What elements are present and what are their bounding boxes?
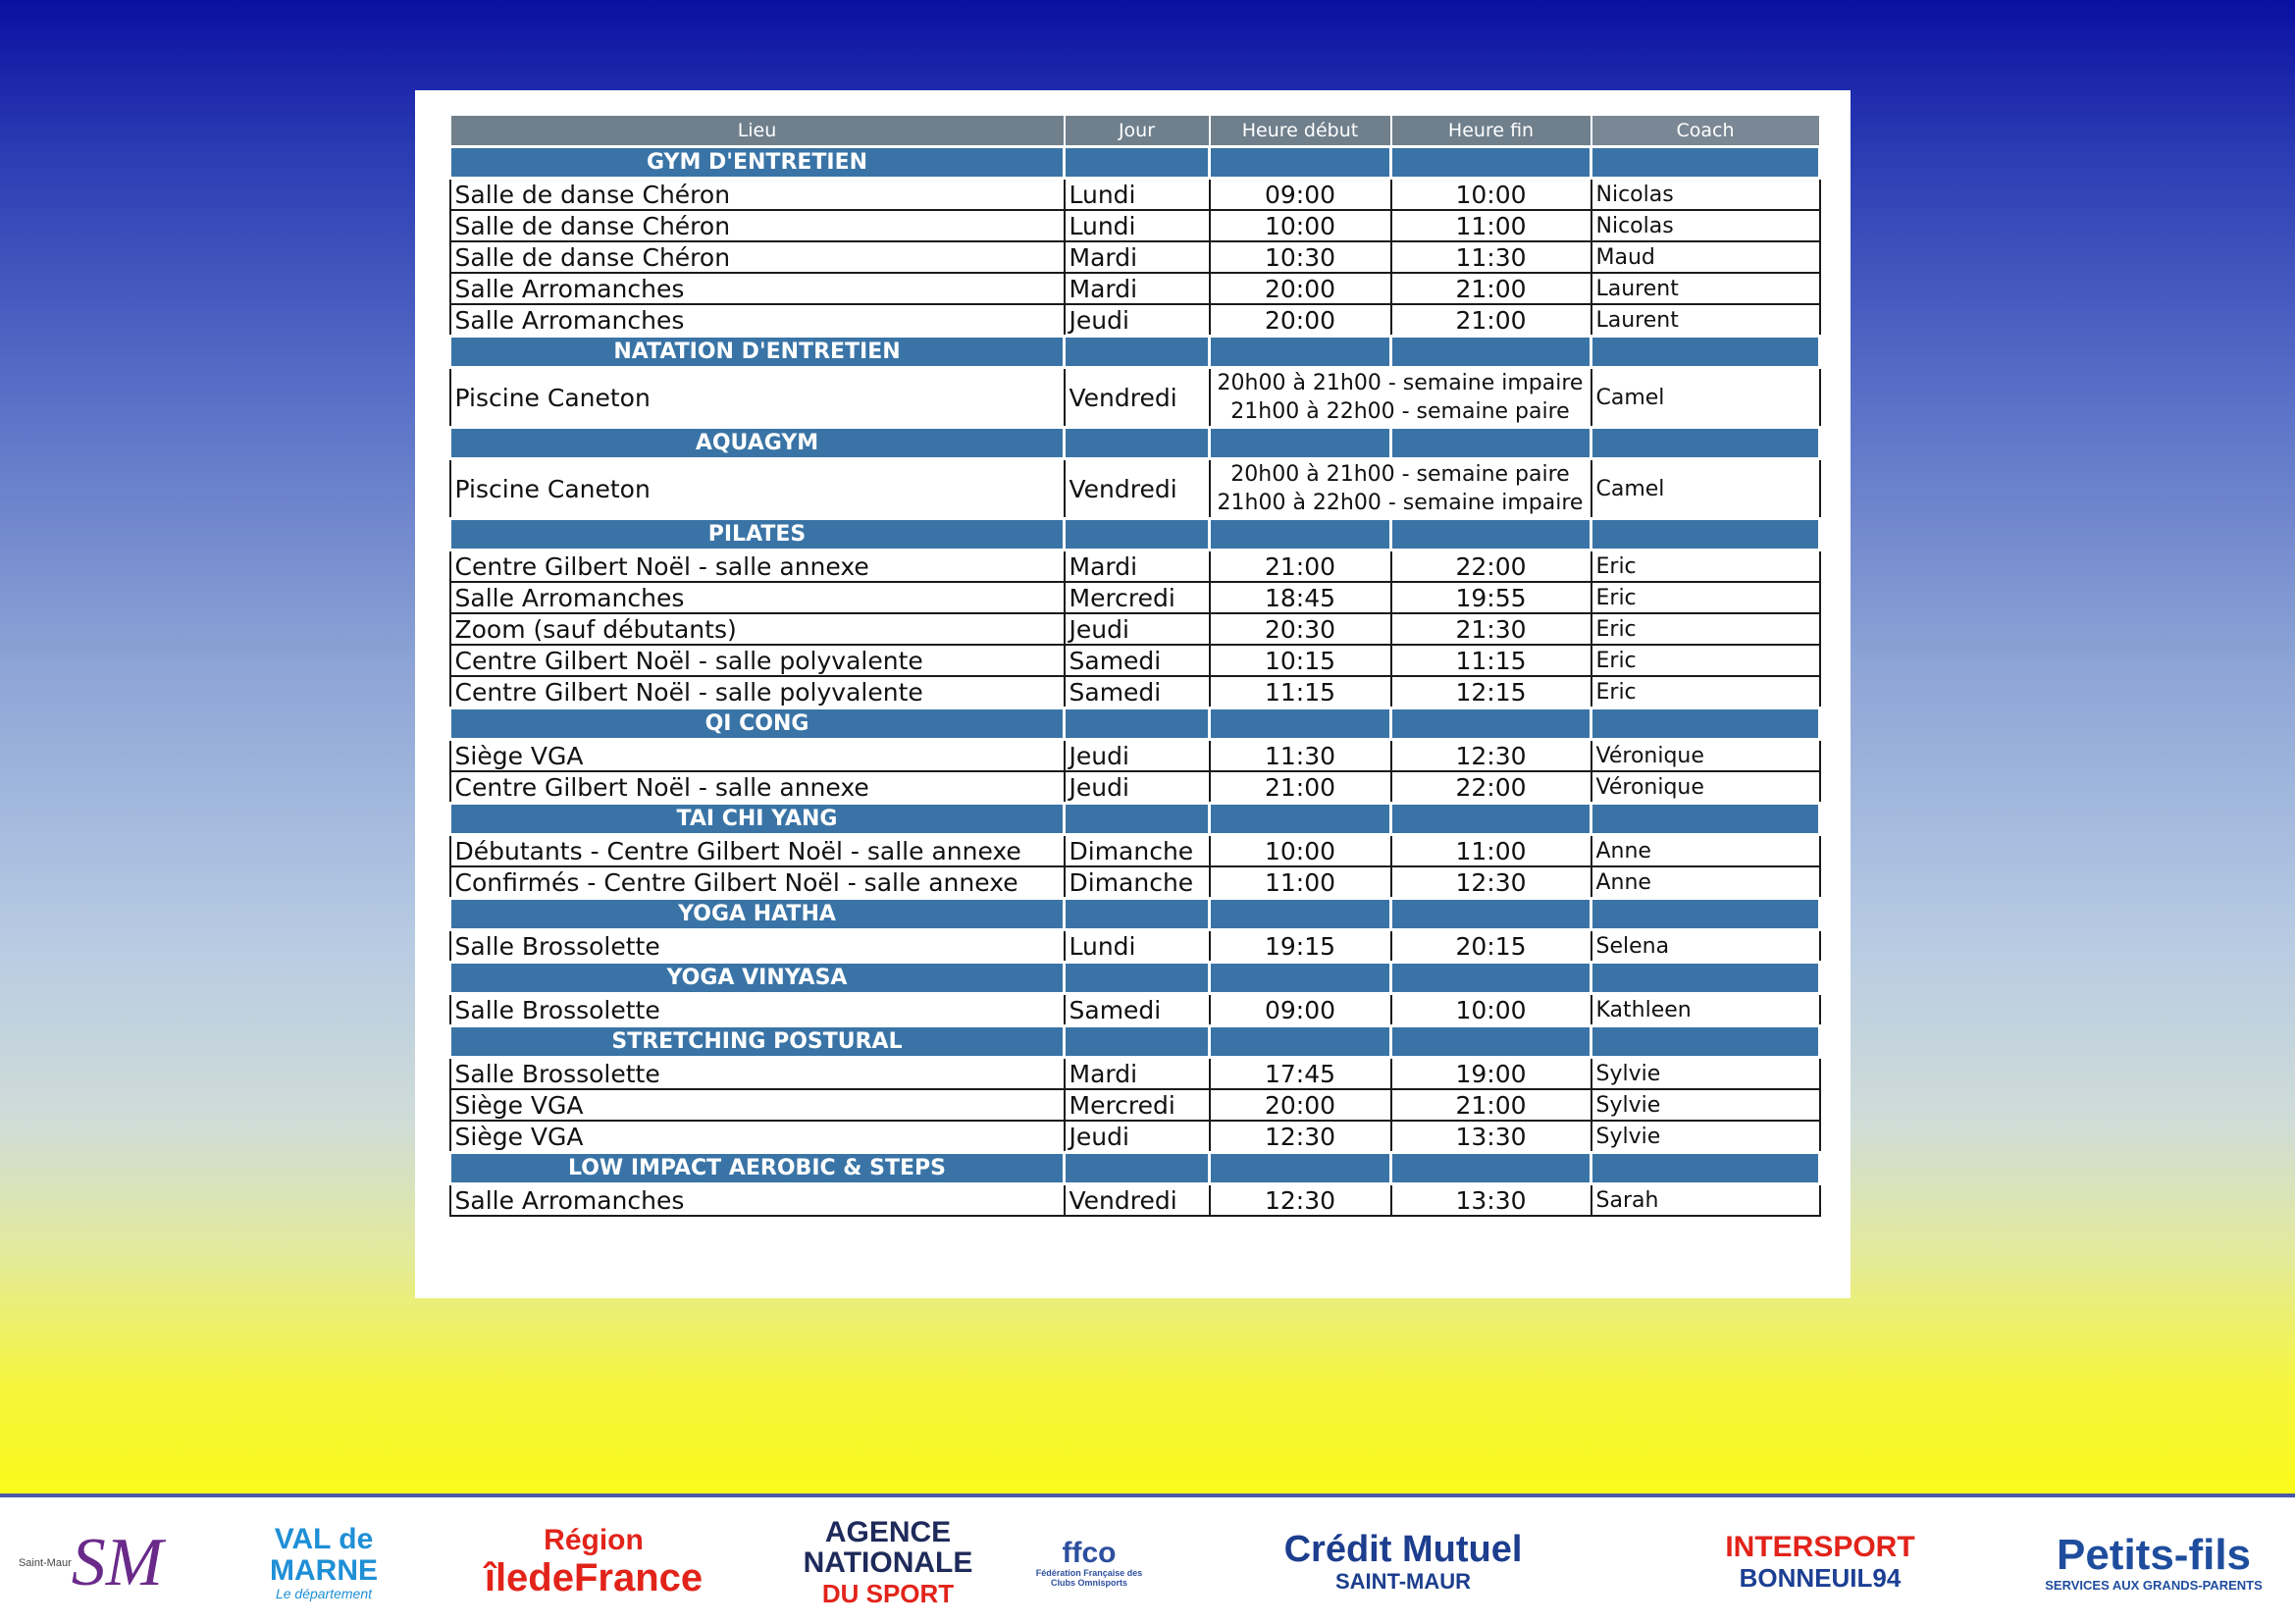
category-filler [1391,804,1591,835]
cell-coach: Eric [1591,613,1820,645]
cell-lieu: Salle de danse Chéron [450,179,1065,211]
cell-jour: Samedi [1065,676,1210,708]
cell-heure-fin: 13:30 [1391,1121,1591,1153]
category-filler [1391,963,1591,994]
horaire-line: 20h00 à 21h00 - semaine impaire [1217,371,1584,395]
table-row [450,740,1820,772]
cell-lieu: Siège VGA [450,740,1065,772]
horaire-line: 21h00 à 22h00 - semaine paire [1230,399,1570,424]
category-filler [1391,147,1591,179]
table-row [450,582,1820,613]
cell-heure-debut: 20:00 [1210,273,1391,304]
cell-lieu: Salle Arromanches [450,304,1065,337]
table-row [450,1184,1820,1217]
cell-heure-debut: 09:00 [1210,179,1391,211]
table-row [450,645,1820,676]
category-filler [1391,899,1591,930]
category-filler [1065,519,1210,550]
logo-title: Petits-fils [2056,1530,2252,1579]
cell-heure-debut: 20:30 [1210,613,1391,645]
header-heure-debut: Heure début [1210,115,1391,147]
cell-jour: Lundi [1065,930,1210,963]
cell-lieu: Centre Gilbert Noël - salle annexe [450,550,1065,583]
category-row [450,1153,1820,1184]
category-filler [1210,519,1391,550]
category-filler [1210,708,1391,740]
cell-heure-fin: 12:30 [1391,866,1591,899]
table-row [450,210,1820,241]
logo-subtitle: SERVICES AUX GRANDS-PARENTS [2045,1578,2263,1594]
table-row [450,1121,1820,1153]
cell-coach: Kathleen [1591,994,1820,1026]
cell-jour: Vendredi [1065,368,1210,428]
category-filler [1591,519,1820,550]
category-row [450,708,1820,740]
cell-heure-debut: 17:45 [1210,1058,1391,1090]
logo-subtitle: BONNEUIL94 [1739,1562,1902,1593]
cell-lieu: Siège VGA [450,1121,1065,1153]
category-filler [1591,899,1820,930]
cell-jour: Dimanche [1065,835,1210,867]
category-title: QI CONG [450,708,1065,740]
table-row [450,179,1820,211]
cell-heure-debut: 09:00 [1210,994,1391,1026]
cell-jour: Mardi [1065,550,1210,583]
cell-heure-fin: 19:55 [1391,582,1591,613]
cell-jour: Samedi [1065,645,1210,676]
category-row [450,963,1820,994]
cell-jour: Lundi [1065,210,1210,241]
category-title: STRETCHING POSTURAL [450,1026,1065,1058]
table-row [450,613,1820,645]
logo-subtitle: Le département [275,1586,373,1601]
cell-heure-fin: 13:30 [1391,1184,1591,1217]
cell-coach: Eric [1591,645,1820,676]
cell-lieu: Salle de danse Chéron [450,210,1065,241]
cell-coach: Véronique [1591,771,1820,804]
category-filler [1391,1153,1591,1184]
logo-mark: SM [71,1524,164,1600]
category-filler [1591,337,1820,368]
logo-subtitle: îledeFrance [484,1555,704,1599]
category-row [450,147,1820,179]
cell-heure-debut: 10:00 [1210,210,1391,241]
cell-coach: Eric [1591,582,1820,613]
category-filler [1065,1153,1210,1184]
cell-lieu: Piscine Caneton [450,368,1065,428]
cell-jour: Mercredi [1065,582,1210,613]
cell-heure-fin: 19:00 [1391,1058,1591,1090]
sponsor-logo-ffco [1035,1501,1143,1624]
category-row [450,1026,1820,1058]
category-row [450,428,1820,459]
cell-lieu: Salle Brossolette [450,930,1065,963]
cell-heure-debut: 10:00 [1210,835,1391,867]
category-title: YOGA VINYASA [450,963,1065,994]
cell-heure-fin: 21:30 [1391,613,1591,645]
category-filler [1065,428,1210,459]
cell-coach: Sarah [1591,1184,1820,1217]
cell-heure-debut: 20:00 [1210,1089,1391,1121]
cell-coach: Nicolas [1591,179,1820,211]
schedule-sheet [415,90,1851,1298]
category-filler [1591,804,1820,835]
cell-heure-fin: 20:15 [1391,930,1591,963]
cell-horaires-note [1210,368,1591,428]
cell-heure-debut: 11:15 [1210,676,1391,708]
category-row [450,899,1820,930]
category-filler [1065,147,1210,179]
cell-coach: Maud [1591,241,1820,273]
cell-heure-fin: 11:00 [1391,835,1591,867]
cell-heure-debut: 12:30 [1210,1121,1391,1153]
cell-coach: Véronique [1591,740,1820,772]
sponsor-logo-credit-mutuel [1207,1501,1599,1624]
cell-coach: Eric [1591,550,1820,583]
cell-lieu: Débutants - Centre Gilbert Noël - salle annexe [450,835,1065,867]
schedule-table [448,114,1821,1217]
cell-heure-fin: 12:15 [1391,676,1591,708]
category-title: LOW IMPACT AEROBIC & STEPS [450,1153,1065,1184]
cell-heure-debut: 19:15 [1210,930,1391,963]
cell-coach: Camel [1591,368,1820,428]
table-row [450,676,1820,708]
category-filler [1591,147,1820,179]
category-filler [1591,1153,1820,1184]
cell-jour: Jeudi [1065,740,1210,772]
cell-coach: Anne [1591,866,1820,899]
cell-horaires-note [1210,459,1591,519]
table-row [450,771,1820,804]
category-filler [1210,1026,1391,1058]
horaire-line: 20h00 à 21h00 - semaine paire [1230,462,1570,487]
cell-heure-fin: 10:00 [1391,179,1591,211]
table-row [450,1089,1820,1121]
category-filler [1065,1026,1210,1058]
category-title: TAI CHI YANG [450,804,1065,835]
cell-jour: Mardi [1065,1058,1210,1090]
category-filler [1391,519,1591,550]
logo-title: Crédit Mutuel [1283,1528,1523,1570]
cell-lieu: Salle Brossolette [450,1058,1065,1090]
category-row [450,337,1820,368]
cell-heure-debut: 11:30 [1210,740,1391,772]
logo-title: VAL de MARNE [270,1523,378,1587]
cell-lieu: Salle Brossolette [450,994,1065,1026]
category-filler [1210,1153,1391,1184]
category-filler [1210,899,1391,930]
cell-lieu: Confirmés - Centre Gilbert Noël - salle annexe [450,866,1065,899]
category-filler [1391,708,1591,740]
cell-jour: Mercredi [1065,1089,1210,1121]
logo-title: INTERSPORT [1725,1531,1915,1564]
cell-coach: Nicolas [1591,210,1820,241]
cell-jour: Lundi [1065,179,1210,211]
cell-coach: Anne [1591,835,1820,867]
cell-heure-fin: 21:00 [1391,273,1591,304]
cell-heure-debut: 10:15 [1210,645,1391,676]
logo-text: Saint-Maur [18,1556,72,1569]
sponsor-logo-saint-maur [0,1501,182,1624]
cell-jour: Jeudi [1065,304,1210,337]
cell-jour: Dimanche [1065,866,1210,899]
sponsor-logo-region-ile-de-france [446,1501,741,1624]
cell-jour: Samedi [1065,994,1210,1026]
cell-jour: Jeudi [1065,1121,1210,1153]
cell-heure-debut: 12:30 [1210,1184,1391,1217]
cell-coach: Eric [1591,676,1820,708]
cell-coach: Sylvie [1591,1121,1820,1153]
category-filler [1210,963,1391,994]
header-lieu: Lieu [450,115,1065,147]
cell-coach: Selena [1591,930,1820,963]
cell-jour: Vendredi [1065,459,1210,519]
cell-heure-debut: 18:45 [1210,582,1391,613]
cell-lieu: Salle Arromanches [450,1184,1065,1217]
cell-heure-fin: 21:00 [1391,1089,1591,1121]
category-filler [1591,1026,1820,1058]
cell-heure-debut: 21:00 [1210,550,1391,583]
cell-heure-fin: 22:00 [1391,771,1591,804]
cell-lieu: Piscine Caneton [450,459,1065,519]
category-title: PILATES [450,519,1065,550]
category-filler [1065,804,1210,835]
logo-title: ffco [1062,1536,1117,1569]
sponsor-logo-agence-nationale-du-sport [775,1501,1001,1624]
cell-heure-debut: 11:00 [1210,866,1391,899]
logo-subtitle: SAINT-MAUR [1334,1569,1472,1595]
category-filler [1210,147,1391,179]
cell-coach: Laurent [1591,273,1820,304]
cell-jour: Mardi [1065,273,1210,304]
table-row [450,550,1820,583]
category-filler [1065,337,1210,368]
cell-lieu: Zoom (sauf débutants) [450,613,1065,645]
category-filler [1065,963,1210,994]
cell-jour: Vendredi [1065,1184,1210,1217]
sponsor-logo-petits-fils [2021,1501,2286,1624]
category-filler [1210,804,1391,835]
logo-subtitle: DU SPORT [821,1578,955,1608]
category-filler [1391,1026,1591,1058]
category-title: GYM D'ENTRETIEN [450,147,1065,179]
table-header-row [450,115,1820,147]
category-filler [1591,963,1820,994]
cell-lieu: Siège VGA [450,1089,1065,1121]
category-filler [1065,708,1210,740]
table-row [450,304,1820,337]
cell-jour: Jeudi [1065,613,1210,645]
category-filler [1591,708,1820,740]
cell-coach: Laurent [1591,304,1820,337]
cell-heure-fin: 12:30 [1391,740,1591,772]
category-title: YOGA HATHA [450,899,1065,930]
cell-lieu: Salle de danse Chéron [450,241,1065,273]
logo-title: Région [544,1524,644,1557]
category-row [450,519,1820,550]
cell-coach: Sylvie [1591,1058,1820,1090]
header-heure-fin: Heure fin [1391,115,1591,147]
cell-coach: Sylvie [1591,1089,1820,1121]
cell-heure-fin: 11:15 [1391,645,1591,676]
cell-lieu: Centre Gilbert Noël - salle annexe [450,771,1065,804]
category-row [450,804,1820,835]
sponsor-logo-intersport [1658,1501,1982,1624]
category-filler [1391,337,1591,368]
header-jour: Jour [1065,115,1210,147]
cell-jour: Mardi [1065,241,1210,273]
table-row [450,459,1820,519]
cell-lieu: Centre Gilbert Noël - salle polyvalente [450,676,1065,708]
cell-coach: Camel [1591,459,1820,519]
category-filler [1210,428,1391,459]
horaire-line: 21h00 à 22h00 - semaine impaire [1217,491,1584,515]
logo-title: AGENCE NATIONALE [803,1515,973,1579]
category-filler [1391,428,1591,459]
cell-heure-fin: 21:00 [1391,304,1591,337]
sponsor-logo-val-de-marne [226,1501,422,1624]
table-row [450,273,1820,304]
cell-heure-fin: 11:30 [1391,241,1591,273]
cell-jour: Jeudi [1065,771,1210,804]
cell-heure-debut: 21:00 [1210,771,1391,804]
table-row [450,241,1820,273]
table-row [450,994,1820,1026]
cell-heure-debut: 20:00 [1210,304,1391,337]
cell-lieu: Salle Arromanches [450,273,1065,304]
sponsor-logos [0,1501,2295,1624]
category-filler [1210,337,1391,368]
cell-heure-fin: 10:00 [1391,994,1591,1026]
table-row [450,866,1820,899]
logo-subtitle: Fédération Française des Clubs Omnisports [1035,1568,1143,1589]
table-row [450,1058,1820,1090]
category-filler [1591,428,1820,459]
category-filler [1065,899,1210,930]
cell-lieu: Centre Gilbert Noël - salle polyvalente [450,645,1065,676]
table-row [450,835,1820,867]
category-title: AQUAGYM [450,428,1065,459]
table-row [450,930,1820,963]
header-coach: Coach [1591,115,1820,147]
category-title: NATATION D'ENTRETIEN [450,337,1065,368]
cell-heure-debut: 10:30 [1210,241,1391,273]
cell-lieu: Salle Arromanches [450,582,1065,613]
cell-heure-fin: 22:00 [1391,550,1591,583]
cell-heure-fin: 11:00 [1391,210,1591,241]
table-row [450,368,1820,428]
